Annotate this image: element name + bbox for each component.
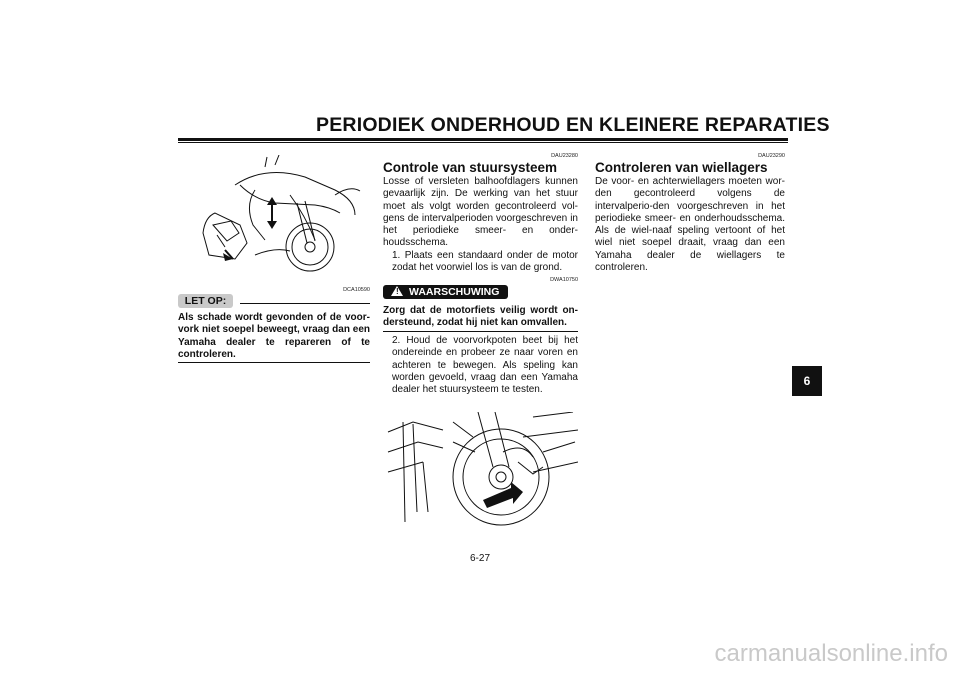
figure-code: DCA10590 xyxy=(343,287,370,293)
warning-icon: ! xyxy=(391,286,403,296)
notice-rule-top xyxy=(240,303,370,304)
section-heading-right: Controleren van wiellagers xyxy=(595,160,768,175)
notice-rule-bottom xyxy=(178,362,370,363)
wheel-illustration xyxy=(383,412,578,532)
step-1: 1. Plaats een standaard onder de motor zodat het voorwiel los is van de grond. xyxy=(392,250,578,274)
page-number: 6-27 xyxy=(469,553,490,564)
chapter-tab: 6 xyxy=(792,366,822,396)
warning-text: Zorg dat de motorfiets veilig wordt on-dersteund, zodat hij niet kan omvallen. xyxy=(383,305,578,329)
notice-text: Als schade wordt gevonden of de voor-vork niet soepel beweegt, vraag dan een Yamaha dealer te repareren of te controleren. xyxy=(178,312,370,360)
watermark: carmanualsonline.info xyxy=(714,640,948,667)
section-text-right: De voor- en achterwiellagers moeten wor-den gecontroleerd volgens de intervalperio-den voorgeschreven in het periodieke smeer- en onderhoudsschema. Als de wiel-naaf speling vertoont of het wiel niet soepel draait, vraag dan een Yamaha dealer de wiellagers te controleren. xyxy=(595,176,785,274)
warning-code: DWA10750 xyxy=(550,277,578,283)
warning-badge xyxy=(383,285,508,299)
section-code-right: DAU23290 xyxy=(758,153,785,159)
warning-rule xyxy=(383,331,578,332)
fork-check-illustration xyxy=(195,155,365,280)
header-rule xyxy=(178,138,788,141)
notice-badge: LET OP: xyxy=(178,294,233,308)
section-heading: Controle van stuursysteem xyxy=(383,160,558,175)
section-code: DAU23280 xyxy=(551,153,578,159)
warning-label: WAARSCHUWING xyxy=(409,286,500,298)
page-title: PERIODIEK ONDERHOUD EN KLEINERE REPARATIES xyxy=(316,114,830,136)
section-intro: Losse of versleten balhoofdlagers kunnen gevaarlijk zijn. De werking van het stuur moet als volgt worden gecontroleerd vol-gens de intervalperioden voorgeschreven in het periodieke smeer- en onder-houdsschema. xyxy=(383,176,578,249)
step-2: 2. Houd de voorvorkpoten beet bij het ondereinde en probeer ze naar voren en achteren te bewegen. Als speling kan worden gevoeld, vraag dan een Yamaha dealer het stuursysteem te testen. xyxy=(392,335,578,396)
header-rule-thin xyxy=(178,142,788,143)
